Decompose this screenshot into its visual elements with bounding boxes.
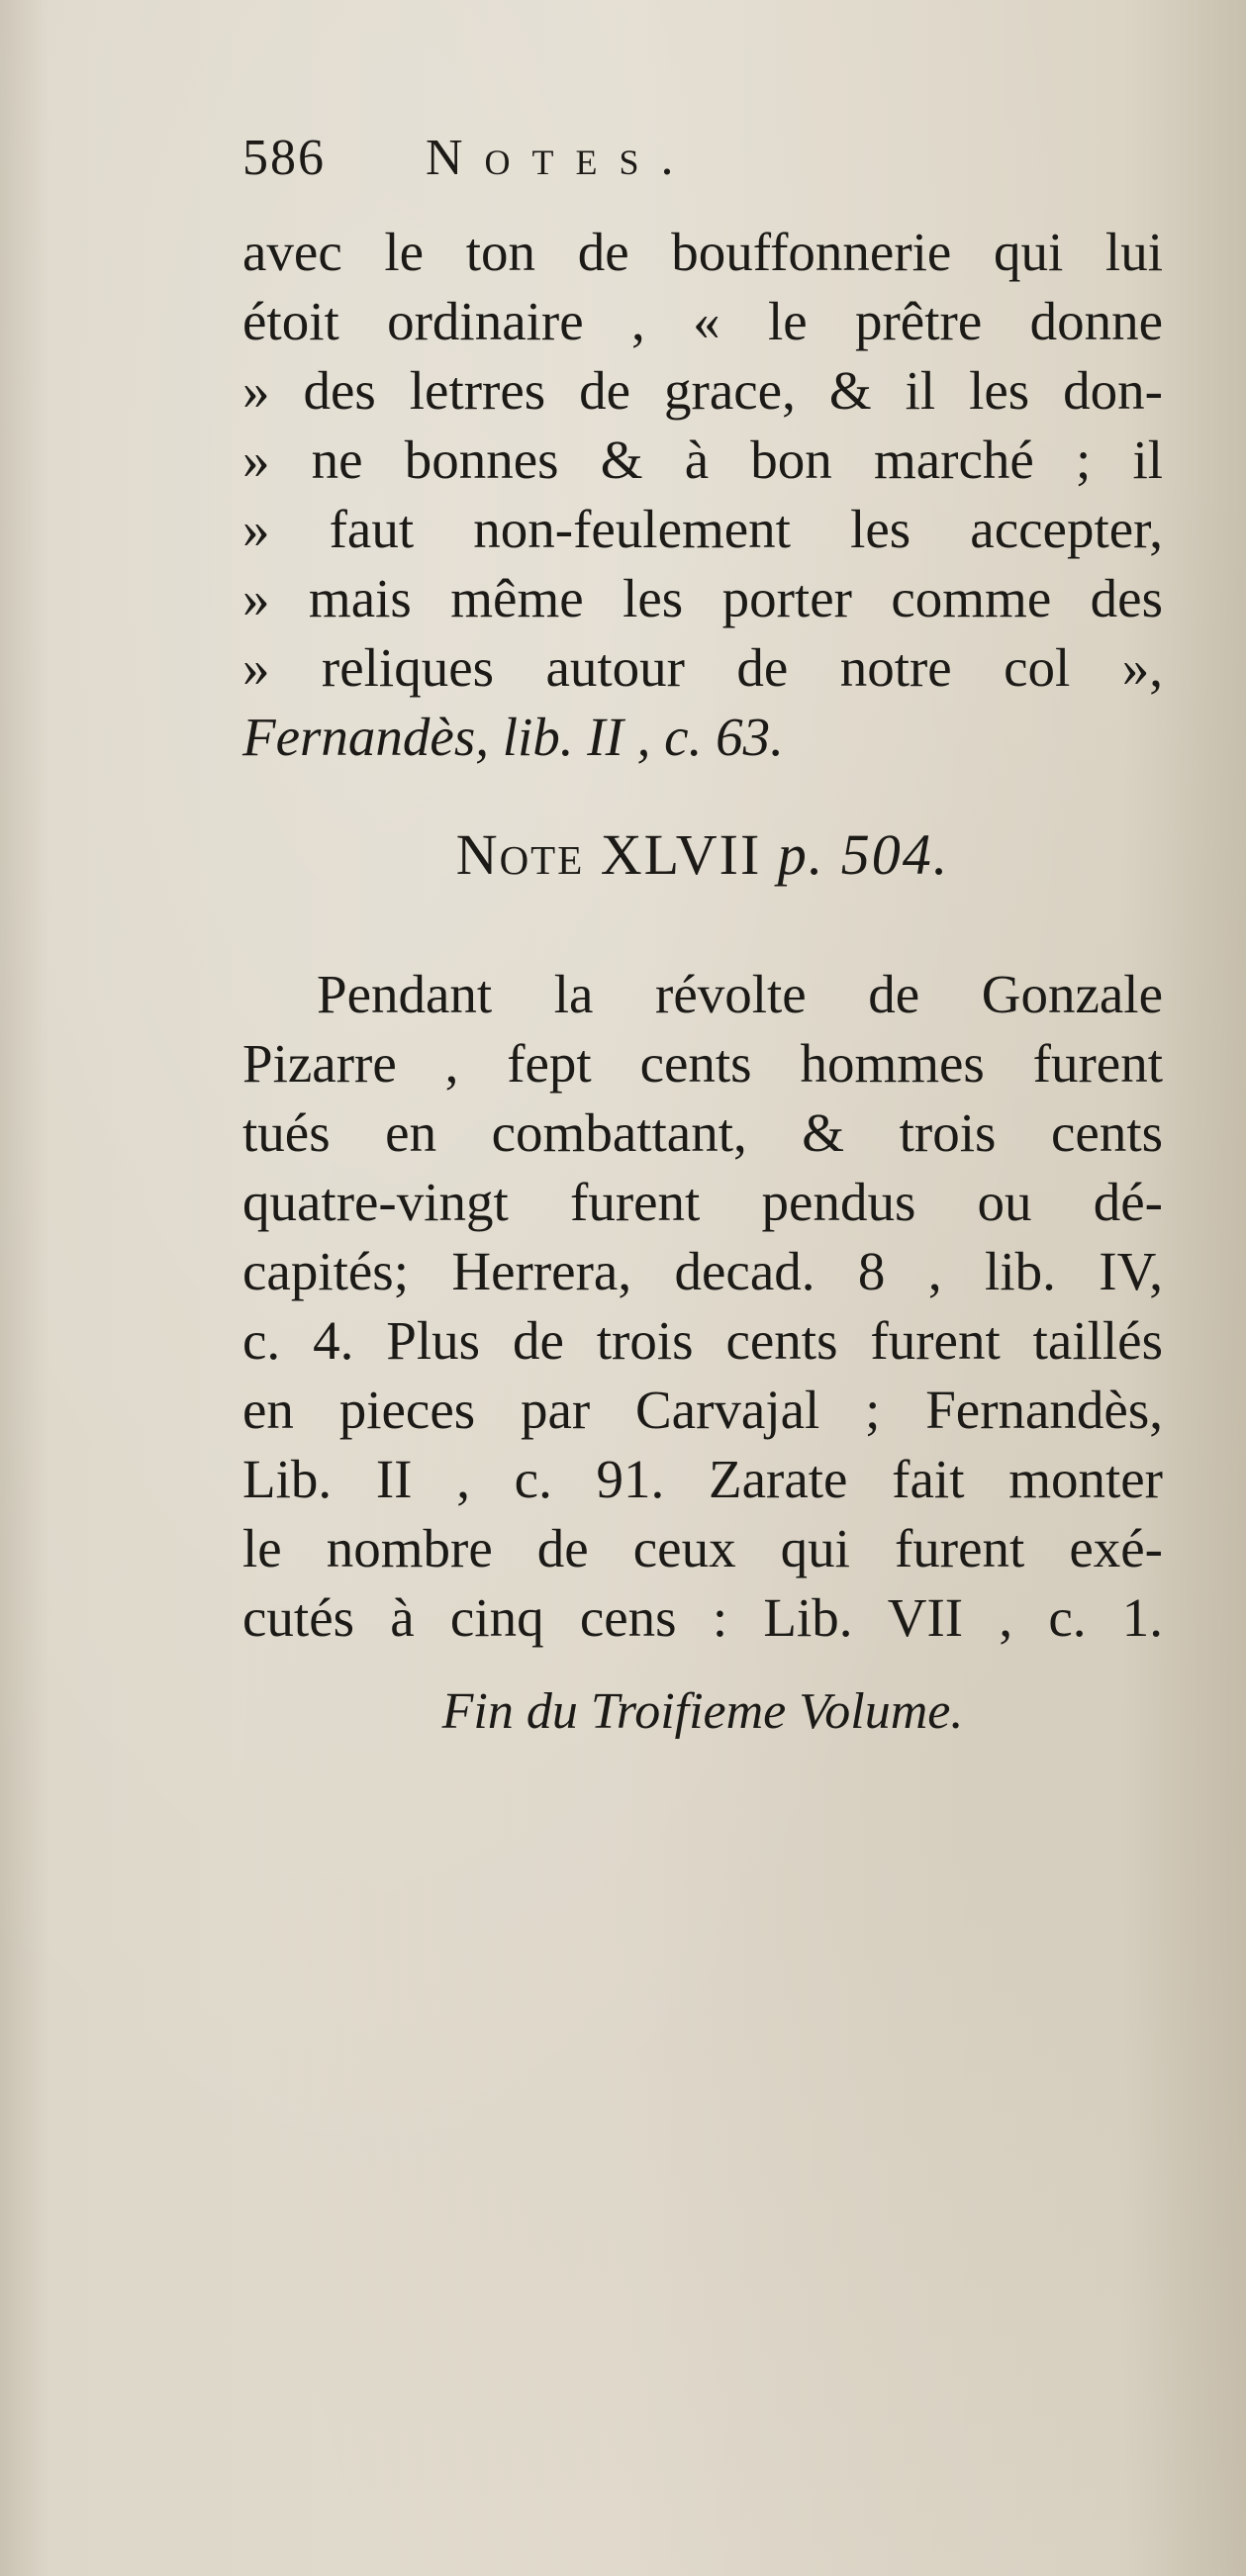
paragraph-1-line: » reliques autour de notre col », [242,637,1163,698]
page-header [242,129,1163,208]
paragraph-2-line: c. 4. Plus de trois cents furent taillés [242,1310,1163,1371]
paragraph-1-line: » faut non-feulement les accepter, [242,499,1163,559]
paragraph-1-line: étoit ordinaire , « le prêtre donne [242,291,1163,351]
paragraph-2-line: cutés à cinq cens : Lib. VII , c. 1. [242,1587,1163,1648]
paragraph-2-line: capités; Herrera, decad. 8 , lib. IV, [242,1241,1163,1301]
note-heading-prefix: Note [455,822,585,887]
paragraph-1-line: » des letrres de grace, & il les don- [242,360,1163,421]
paragraph-1-line: » ne bonnes & à bon marché ; il [242,429,1163,490]
volume-ending: Fin du Troifieme Volume. [441,1683,964,1740]
citation-line: Fernandès, lib. II , c. 63. [242,707,784,767]
running-head: Notes. [426,130,696,186]
paragraph-1-line: avec le ton de bouffonnerie qui lui [242,222,1163,282]
paragraph-2-line: le nombre de ceux qui furent exé- [242,1518,1163,1578]
paragraph-1-line: » mais même les porter comme des [242,568,1163,628]
paragraph-2-line: Lib. II , c. 91. Zarate fait monter [242,1449,1163,1509]
note-heading-number: XLVII [600,822,762,887]
note-heading-page-ref: p. 504. [777,822,950,887]
paragraph-2-line: quatre-vingt furent pendus ou dé- [242,1172,1163,1232]
paragraph-2-line: Pendant la révolte de Gonzale [317,964,1163,1024]
paragraph-2-line: en pieces par Carvajal ; Fernandès, [242,1380,1163,1440]
note-heading [242,821,1163,888]
paragraph-2-line: Pizarre , fept cents hommes furent [242,1033,1163,1094]
page-number: 586 [242,130,326,186]
paragraph-2-line: tués en combattant, & trois cents [242,1102,1163,1163]
